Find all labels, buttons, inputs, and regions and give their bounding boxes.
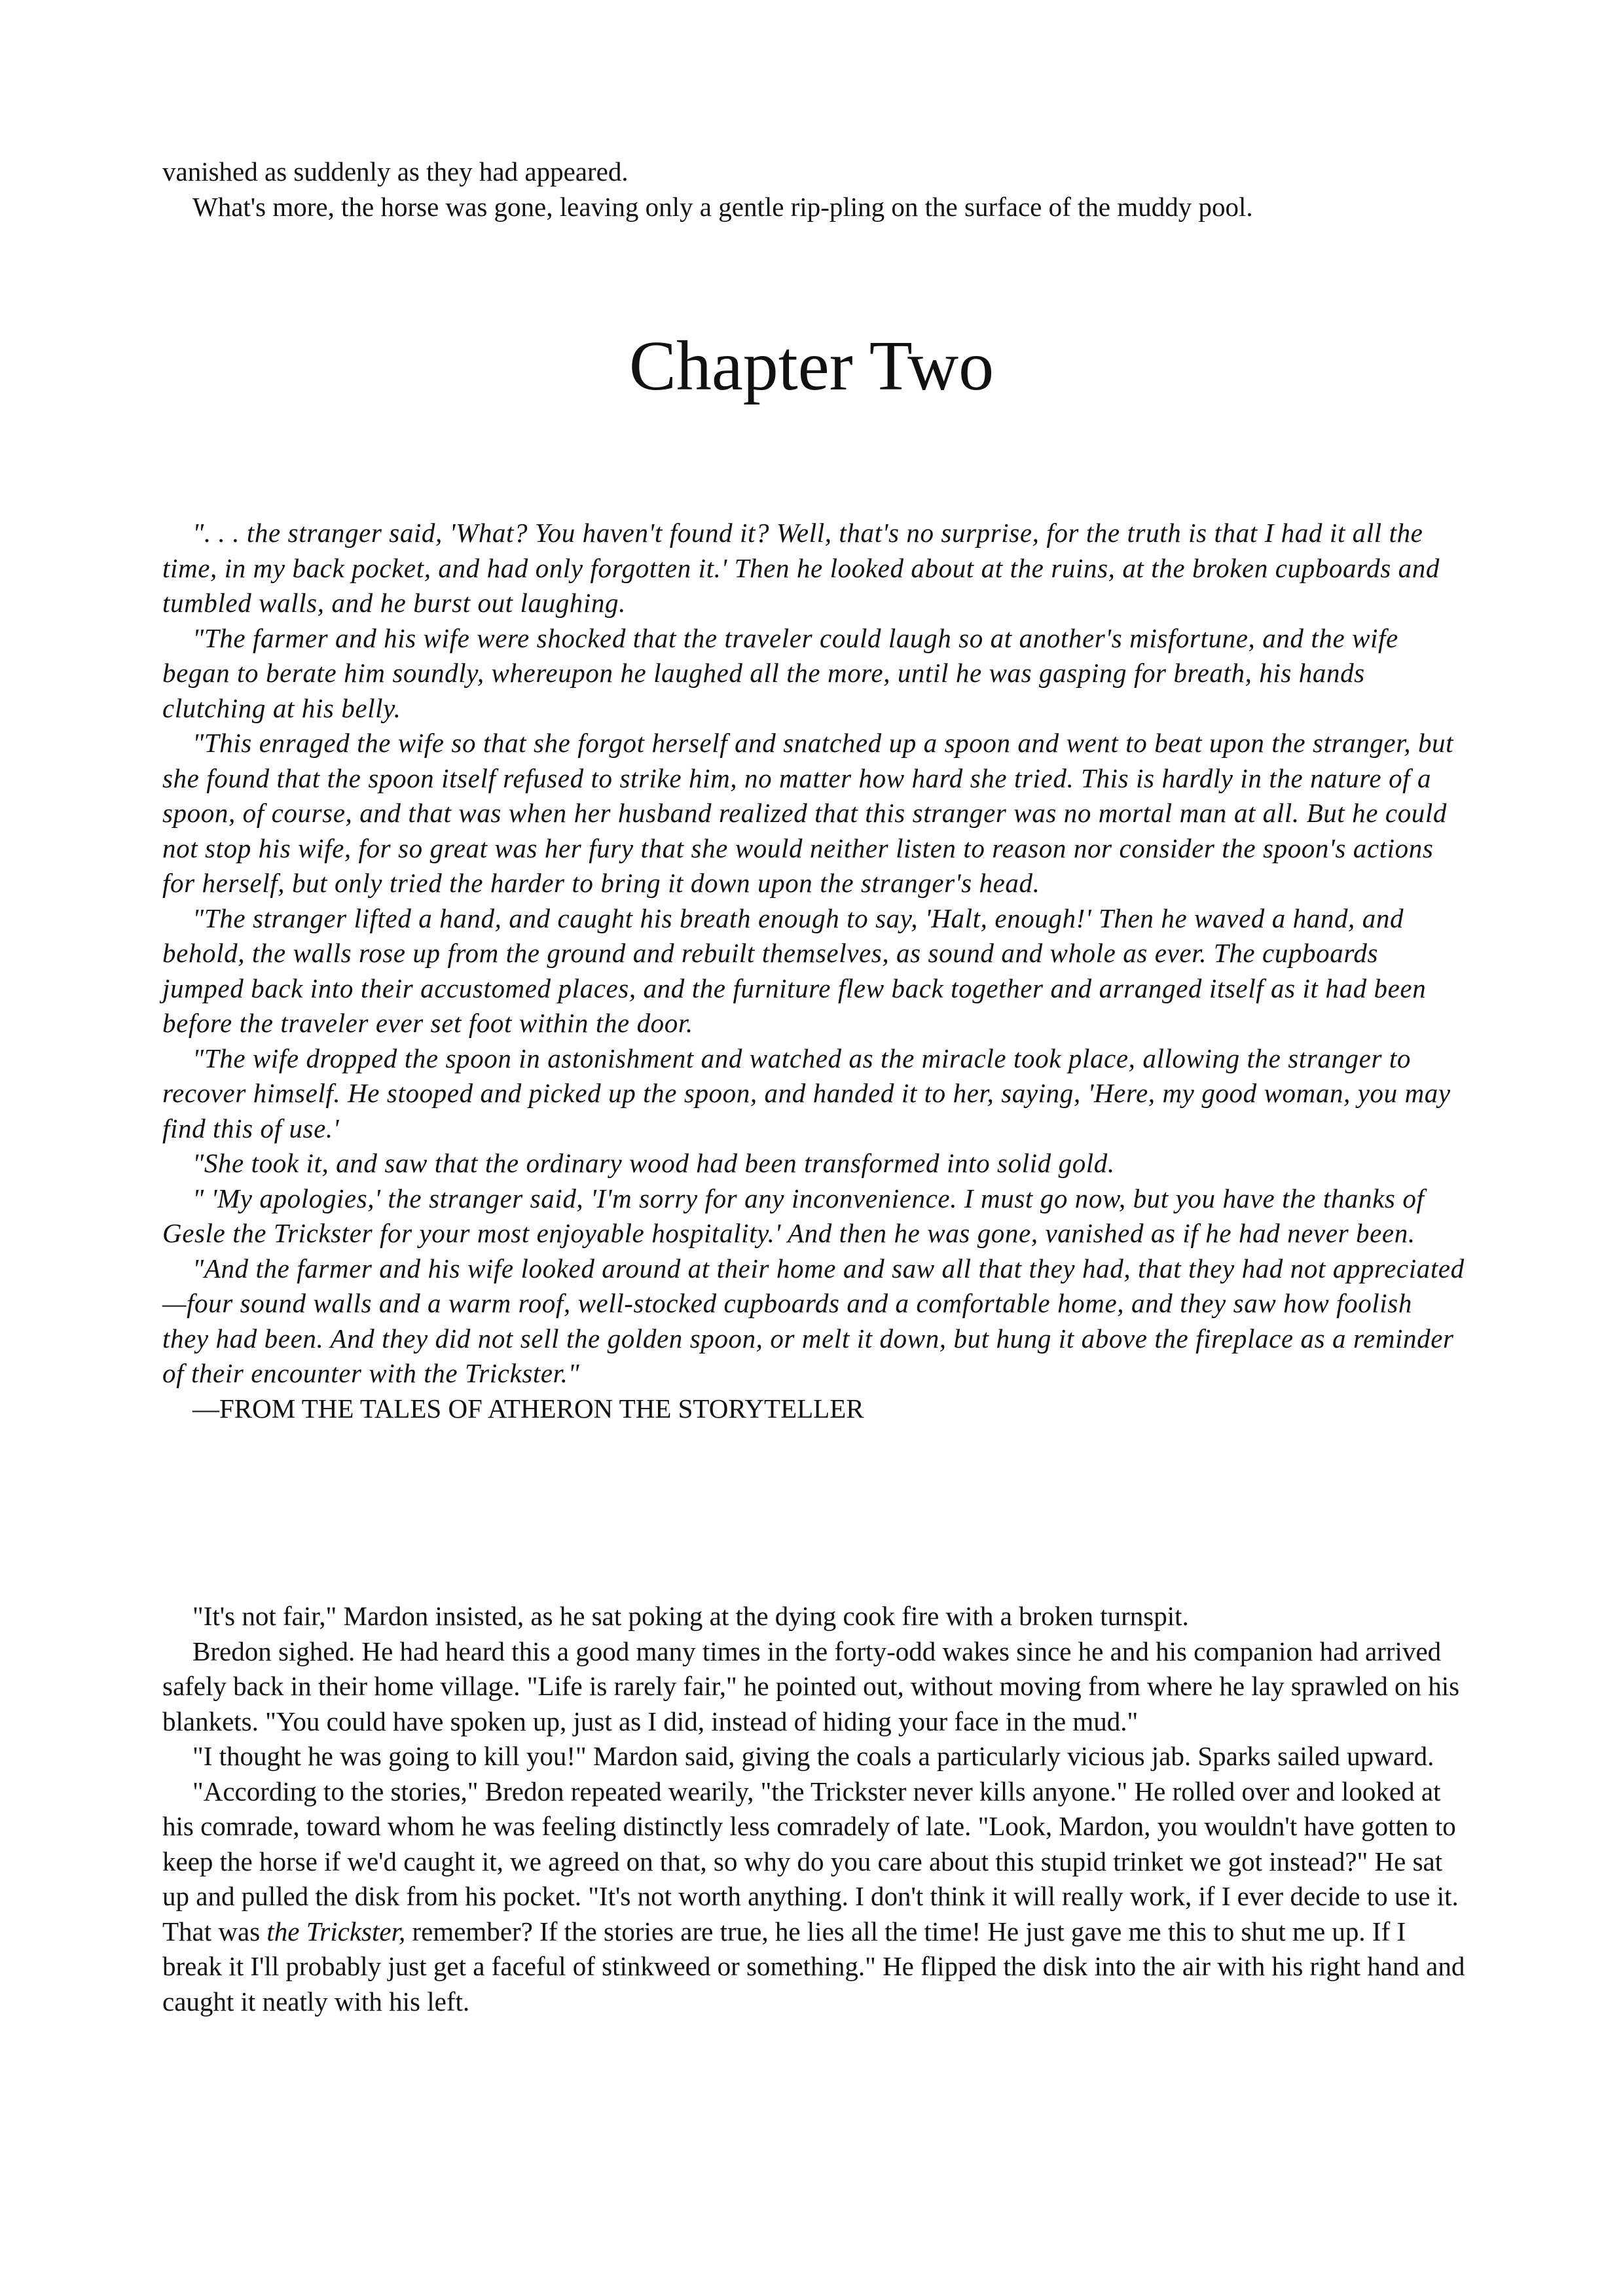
paragraph-text: "According to the stories," Bredon repeated wearily, "the Trickster never kills anyone." He rolled over and looked at his comrade, toward whom he was feeling distinctly less comradely of late. "Look, Mardon, you wouldn't have gotten to keep the horse if we'd caught it, we agreed on that, so why do you care about this stupid trinket we got instead?" He sat up and pulled the disk from his pocket. "It's not worth anything. I don't think it will really work, if I ever decide to use it. That was: [162, 1776, 1459, 1946]
epigraph-paragraph: "This enraged the wife so that she forgot herself and snatched up a spoon and went to beat upon the stranger, but she found that the spoon itself refused to strike him, no matter how hard she tried. This is hardly in the nature of a spoon, of course, and that was when her husband realized that this stranger was no mortal man at all. But he could not stop his wife, for so great was her fury that she would neither listen to reason nor consider the spoon's actions for herself, but only tried the harder to bring it down upon the stranger's head.: [162, 728, 1454, 898]
epigraph-paragraph: "The wife dropped the spoon in astonishment and watched as the miracle took place, allowing the stranger to recover himself. He stooped and picked up the spoon, and handed it to her, saying, 'Here, my good woman, you may find this of use.': [162, 1043, 1451, 1143]
epigraph-paragraph: "The stranger lifted a hand, and caught his breath enough to say, 'Halt, enough!' Then he waved a hand, and behold, the walls rose up from the ground and rebuilt themselves, as sound and whole as ever. The cupboards jumped back into their accustomed places, and the furniture flew back together and arranged itself as it had been before the traveler ever set foot within the door.: [162, 903, 1427, 1038]
epigraph-paragraph: "She took it, and saw that the ordinary wood had been transformed into solid gold.: [192, 1148, 1115, 1178]
emphasis-text: the Trickster,: [266, 1916, 406, 1946]
chapter-title: Chapter Two: [629, 327, 994, 405]
opening-text: [162, 154, 1465, 224]
epigraph-paragraph: ". . . the stranger said, 'What? You haven't found it? Well, that's no surprise, for the truth is that I had it all the time, in my back pocket, and had only forgotten it.' Then he looked about at the ruins, at the broken cupboards and tumbled walls, and he burst out laughing.: [162, 518, 1440, 618]
epigraph-paragraph: "And the farmer and his wife looked around at their home and saw all that they had, that they had not appreciated—four sound walls and a warm roof, well-stocked cupboards and a comfortable home, and they saw how foolish they had been. And they did not sell the golden spoon, or melt it down, but hung it above the fireplace as a reminder of their encounter with the Trickster.": [162, 1253, 1465, 1388]
paragraph: [162, 1774, 1465, 2020]
epigraph-attribution: —FROM THE TALES OF ATHERON THE STORYTELLER: [192, 1393, 864, 1424]
paragraph-text: remember? If the stories are true, he lies all the time! He just gave me this to shut me up. If I break it I'll probably just get a faceful of stinkweed or something." He flipped the disk into the air with his right hand and caught it neatly with his left.: [162, 1916, 1465, 2017]
paragraph: "It's not fair," Mardon insisted, as he sat poking at the dying cook fire with a broken turnspit.: [192, 1601, 1189, 1631]
paragraph: What's more, the horse was gone, leaving only a gentle rip-pling on the surface of the muddy pool.: [192, 191, 1253, 222]
paragraph: vanished as suddenly as they had appeared.: [162, 156, 629, 187]
paragraph: "I thought he was going to kill you!" Mardon said, giving the coals a particularly vicious jab. Sparks sailed upward.: [192, 1741, 1434, 1771]
epigraph-paragraph: " 'My apologies,' the stranger said, 'I'm sorry for any inconvenience. I must go now, but you have the thanks of Gesle the Trickster for your most enjoyable hospitality.' And then he was gone, vanished as if he had never been.: [162, 1183, 1425, 1248]
epigraph-paragraph: "The farmer and his wife were shocked that the traveler could laugh so at another's misfortune, and the wife began to berate him soundly, whereupon he laughed all the more, until he was gasping for breath, his hands clutching at his belly.: [162, 622, 1398, 723]
paragraph: Bredon sighed. He had heard this a good many times in the forty-odd wakes since he and his companion had arrived safely back in their home village. "Life is rarely fair," he pointed out, without moving from where he lay sprawled on his blankets. "You could have spoken up, just as I did, instead of hiding your face in the mud.": [162, 1636, 1460, 1736]
narrative-text: [162, 1599, 1465, 2019]
epigraph: [162, 516, 1465, 1426]
